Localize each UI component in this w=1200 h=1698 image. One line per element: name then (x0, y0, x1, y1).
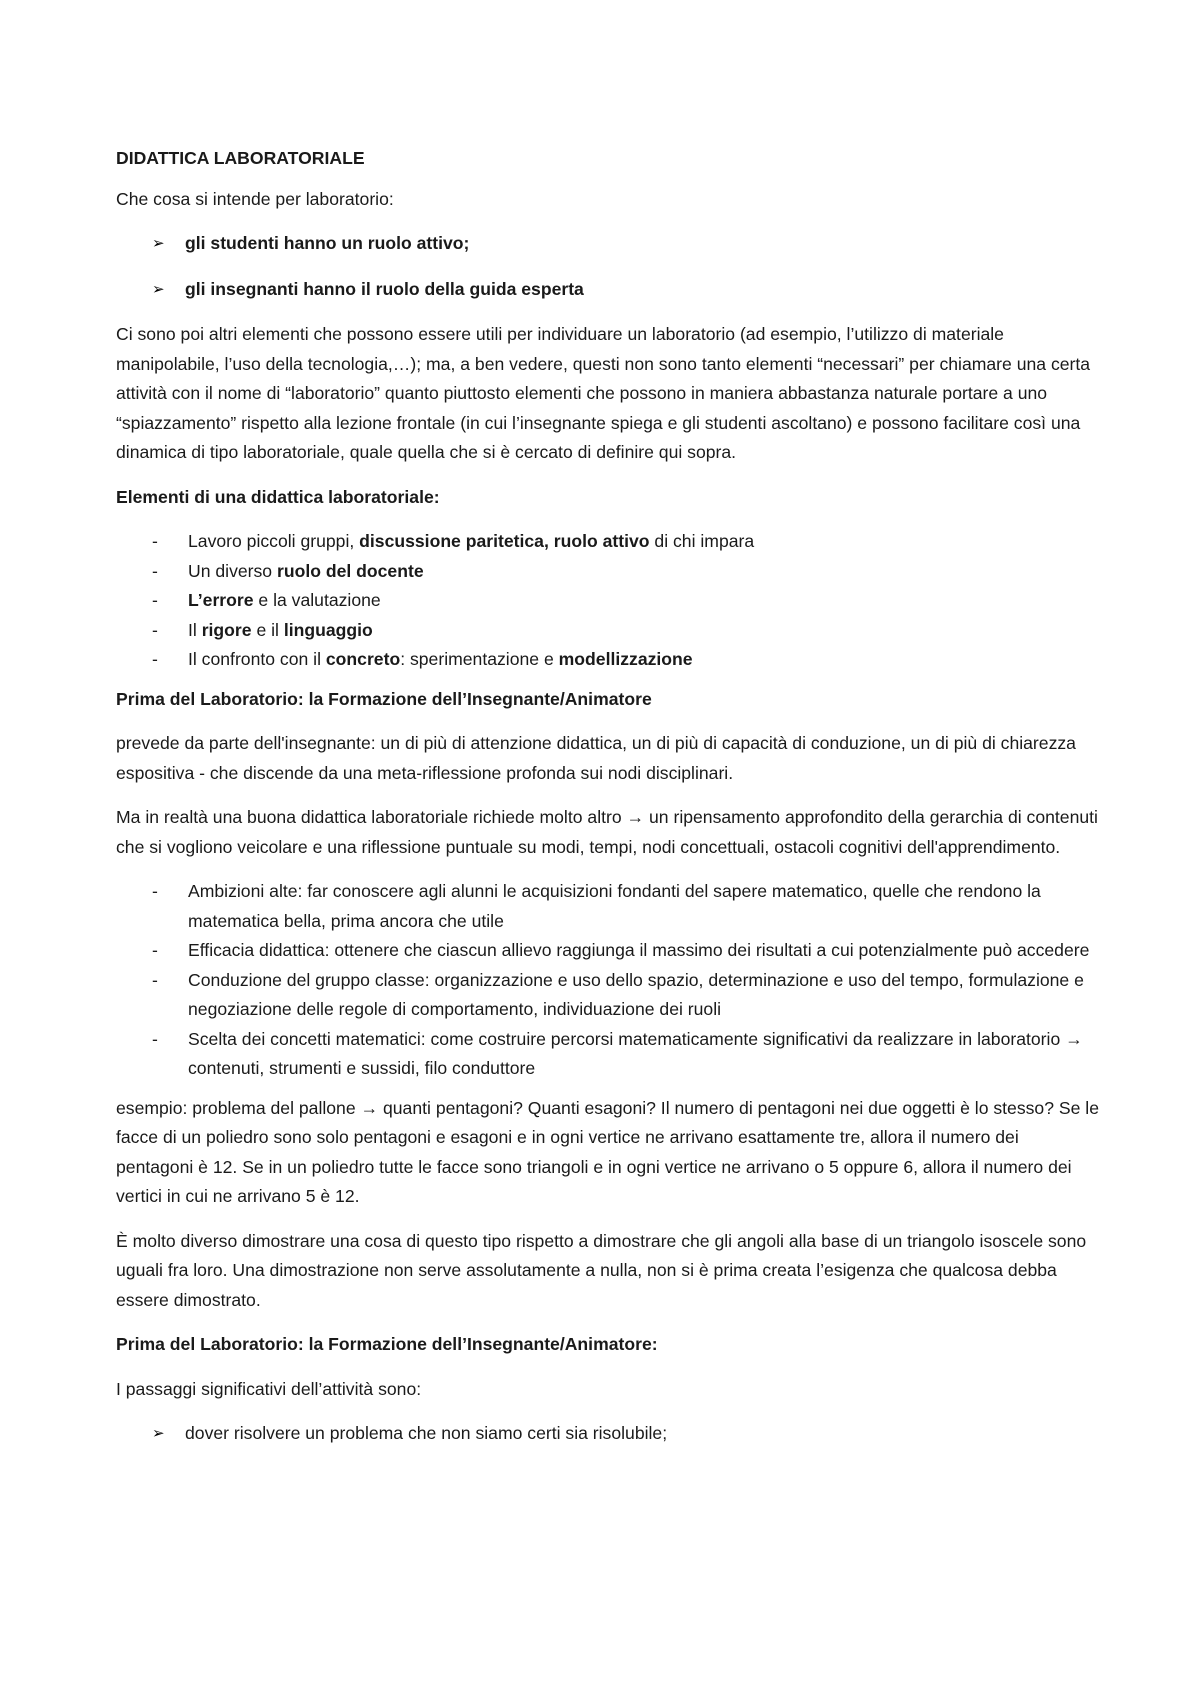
arrow-bullet-icon: ➢ (152, 279, 165, 298)
dash-bullet: - (152, 619, 158, 640)
list-item: ➢ gli studenti hanno un ruolo attivo; (116, 229, 1100, 259)
elements-list (116, 527, 1100, 675)
dash-bullet: - (152, 531, 158, 551)
paragraph-steps-intro: I passaggi significativi dell’attività sono: (116, 1378, 422, 1399)
dash-bullet: - (152, 881, 158, 901)
dash-bullet: - (152, 560, 158, 581)
list-item: ➢ dover risolvere un problema che non siamo certi sia risolubile; (116, 1419, 1100, 1449)
list-item: - Conduzione del gruppo classe: organizzazione e uso dello spazio, determinazione e uso del tempo, formulazione e negoziazione delle regole di comportamento, individuazione dei ruoli (116, 966, 1100, 1025)
paragraph-didactics: Ma in realtà una buona didattica laboratoriale richiede molto altro → un ripensamento approfondito della gerarchia di contenuti che si vogliono veicolare e una riflessione puntuale su modi, tempi, nodi concettuali, ostacoli cognitivi dell'apprendimento. (116, 807, 1098, 857)
section-heading-prima: Prima del Laboratorio: la Formazione dell’Insegnante/Animatore (116, 688, 652, 709)
list-item: - Ambizioni alte: far conoscere agli alunni le acquisizioni fondanti del sapere matematico, quelle che rendono la matematica bella, prima ancora che utile (116, 877, 1100, 936)
dash-bullet: - (152, 649, 158, 669)
list-item: - Efficacia didattica: ottenere che ciascun allievo raggiunga il massimo dei risultati a cui potenzialmente può accedere (116, 936, 1100, 966)
section-heading-prima-2: Prima del Laboratorio: la Formazione dell’Insegnante/Animatore: (116, 1334, 658, 1354)
paragraph-lab-elements: Ci sono poi altri elementi che possono essere utili per individuare un laboratorio (ad esempio, l’utilizzo di materiale manipolabile, l’uso della tecnologia,…); ma, a ben vedere, questi non sono tanto elementi “necessari” per chiamare una certa attività con il nome di “laboratorio” quanto piuttosto elementi che possono in maniera abbastanza naturale portare a uno “spiazzamento” rispetto alla lezione frontale (in cui l’insegnante spiega e gli studenti ascoltano) e possono facilitare così una dinamica di tipo laboratoriale, quale quella che si è cercato di definire qui sopra. (116, 324, 1091, 462)
document-title: DIDATTICA LABORATORIALE (116, 148, 365, 168)
intro-text: Che cosa si intende per laboratorio: (116, 188, 394, 209)
dash-bullet: - (152, 1028, 158, 1049)
steps-list (116, 1419, 1100, 1449)
paragraph-example: esempio: problema del pallone → quanti pentagoni? Quanti esagoni? Il numero di pentagoni nei due oggetti è lo stesso? Se le facce di un poliedro sono solo pentagoni e esagoni e in ogni vertice ne arrivano esattamente tre, allora il numero dei pentagoni è 12. Se in un poliedro tutte le facce sono triangoli e in ogni vertice ne arrivano o 5 oppure 6, allora il numero dei vertici in cui ne arrivano 5 è 12. (116, 1097, 1099, 1206)
paragraph-teacher: prevede da parte dell'insegnante: un di più di attenzione didattica, un di più di capacità di conduzione, un di più di chiarezza espositiva - che discende da una meta-riflessione profonda sui nodi disciplinari. (116, 733, 1076, 783)
list-item: ➢ gli insegnanti hanno il ruolo della guida esperta (116, 275, 1100, 305)
list-item: - Scelta dei concetti matematici: come costruire percorsi matematicamente significativi da realizzare in laboratorio → contenuti, strumenti e sussidi, filo conduttore (116, 1025, 1100, 1084)
dash-bullet: - (152, 969, 158, 990)
paragraph-proof: È molto diverso dimostrare una cosa di questo tipo rispetto a dimostrare che gli angoli alla base di un triangolo isoscele sono uguali fra loro. Una dimostrazione non serve assolutamente a nulla, non si è prima creata l’esigenza che qualcosa debba essere dimostrato. (116, 1230, 1087, 1310)
dash-bullet: - (152, 940, 158, 960)
list-item: - L’errore e la valutazione (116, 586, 1100, 616)
list-item: - Un diverso ruolo del docente (116, 557, 1100, 587)
document-page (116, 144, 1100, 1465)
dash-bullet: - (152, 590, 158, 610)
arrow-bullet-icon: ➢ (152, 234, 165, 252)
arrow-bullet-icon: ➢ (152, 1424, 165, 1442)
section-heading-elements: Elementi di una didattica laboratoriale: (116, 486, 440, 507)
lab-definition-list (116, 229, 1100, 304)
list-item: - Il confronto con il concreto: sperimentazione e modellizzazione (116, 645, 1100, 675)
list-item: - Il rigore e il linguaggio (116, 616, 1100, 646)
list-item: - Lavoro piccoli gruppi, discussione paritetica, ruolo attivo di chi impara (116, 527, 1100, 557)
goals-list (116, 877, 1100, 1084)
